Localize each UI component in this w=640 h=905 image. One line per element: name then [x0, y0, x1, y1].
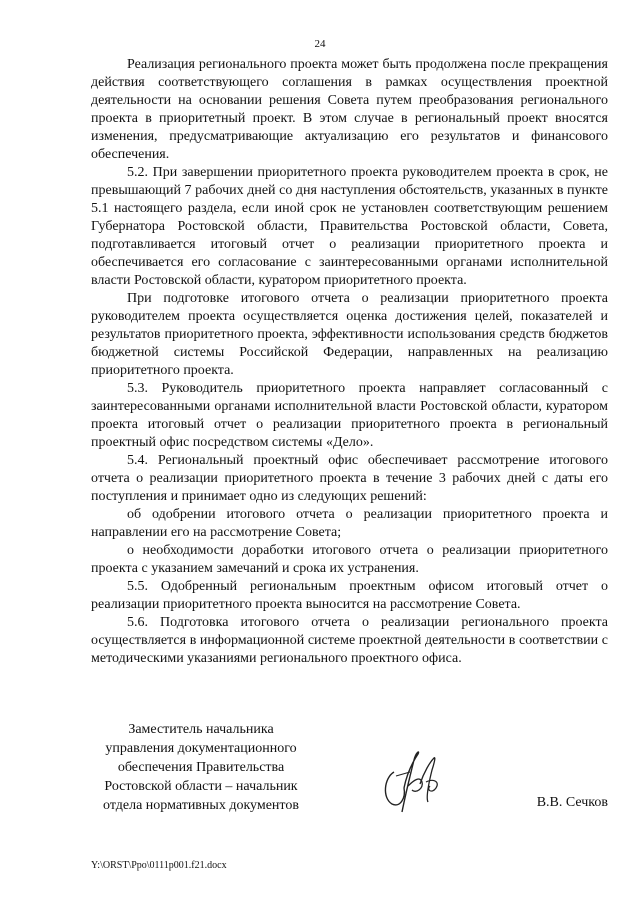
paragraph: об одобрении итогового отчета о реализации приоритетного проекта и направлении его на рассмотрение Совета;: [91, 507, 608, 540]
paragraph: 5.2. При завершении приоритетного проекта руководителем проекта в срок, не превышающий 7 рабочих дней со дня наступления обстоятельств, указанных в пункте 5.1 настоящего раздела, если иной срок не установлен соответствующим решением Губернатора Ростовской области, Правительства Ростовской области, Совета, подготавливается итоговый отчет о реализации приоритетного проекта и обеспечивается его согласование с заинтересованными органами исполнительной власти Ростовской области, куратором приоритетного проекта.: [91, 165, 608, 288]
signer-title-line: управления документационного: [105, 741, 297, 756]
paragraph: При подготовке итогового отчета о реализации приоритетного проекта руководителем проекта осуществляется оценка достижения целей, показателей и результатов приоритетного проекта, эффективности использования средств бюджетов бюджетной системы Российской Федерации, направленных на реализацию приоритетного проекта.: [91, 291, 608, 378]
signer-title-line: отдела нормативных документов: [103, 798, 299, 813]
handwritten-signature: [376, 742, 456, 817]
signer-title-line: обеспечения Правительства: [117, 760, 285, 775]
signer-title-line: Заместитель начальника: [128, 722, 274, 737]
paragraph: 5.3. Руководитель приоритетного проекта направляет согласованный с заинтересованными органами исполнительной власти Ростовской области, куратором проекта итоговый отчет о реализации приоритетного проекта в региональный проектный офис посредством системы «Дело».: [91, 381, 608, 450]
file-path: Y:\ORST\Ppo\0111p001.f21.docx: [91, 860, 227, 871]
signer-title: [91, 720, 311, 815]
page-number: 24: [314, 38, 326, 50]
paragraph: Реализация регионального проекта может быть продолжена после прекращения действия соответствующего соглашения в рамках осуществления проектной деятельности на основании решения Совета путем преобразования регионального проекта в приоритетный проект. В этом случае в региональный проект вносятся изменения, предусматривающие актуализацию его результатов и финансового обеспечения.: [91, 57, 608, 162]
paragraph: 5.6. Подготовка итогового отчета о реализации регионального проекта осуществляется в информационной системе проектной деятельности в соответствии с методическими указаниями регионального проектного офиса.: [91, 615, 608, 666]
signer-name: В.В. Сечков: [536, 795, 608, 810]
signature-block: [91, 720, 608, 820]
body-text: [91, 56, 608, 668]
signer-title-line: Ростовской области – начальник: [104, 779, 298, 794]
paragraph: 5.5. Одобренный региональным проектным офисом итоговый отчет о реализации приоритетного проекта выносится на рассмотрение Совета.: [91, 579, 608, 612]
paragraph: о необходимости доработки итогового отчета о реализации приоритетного проекта с указанием замечаний и срока их устранения.: [91, 543, 608, 576]
paragraph: 5.4. Региональный проектный офис обеспечивает рассмотрение итогового отчета о реализации приоритетного проекта в течение 3 рабочих дней с даты его поступления и принимает одно из следующих решений:: [91, 453, 608, 504]
